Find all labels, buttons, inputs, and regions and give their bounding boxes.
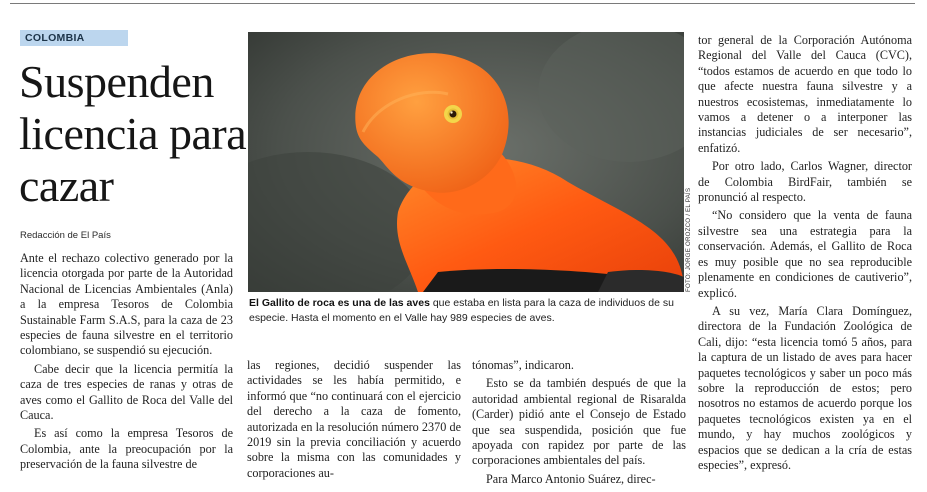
photo-credit: FOTO: JORGE OROZCO / EL PAÍS [685, 187, 692, 292]
paragraph: tónomas”, indicaron. [472, 358, 574, 372]
paragraph: Por otro lado, Carlos Wagner, director de Colombia BirdFair, también se pronunció al respecto. [698, 159, 912, 205]
paragraph: Es así como la empresa Tesoros de Colombia, ante la preocupación por la preservación de la fauna silvestre de [20, 426, 233, 472]
article-column-4 [698, 33, 912, 473]
gallito-de-roca-image [248, 32, 684, 292]
article-column-1 [20, 251, 233, 473]
paragraph: tor general de la Corporación Autónoma Regional del Valle del Cauca (CVC), “todos estamos de acuerdo en que todo lo que afecte nuestra fauna silvestre y a nuestros ecosistemas, inmediatamente lo vamos a detener o a interponer las instancias judiciales de ser necesario”, enfatizó. [698, 33, 912, 155]
paragraph: Esto se da también después de que la autoridad ambiental regional de Risaralda (Carder) pidió ante el Consejo de Estado que sea suspendida, posición que fue apoyada con rapidez por parte de las corporaciones ambientales del país. [472, 376, 686, 468]
article-column-3 [472, 358, 686, 487]
section-tag: COLOMBIA [20, 30, 128, 46]
bird-photo [248, 32, 684, 292]
article-column-2 [247, 358, 461, 481]
paragraph: Cabe decir que la licencia permitía la caza de tres especies de ranas y otras de aves como el Gallito de Roca del Valle del Cauca. [20, 361, 233, 423]
byline: Redacción de El País [20, 230, 111, 241]
caption-text: que estaba en lista para la caza de individuos de su especie. Hasta el momento en el Valle hay 989 especies de aves. [249, 297, 674, 324]
paragraph: A su vez, María Clara Domínguez, directora de la Fundación Zoológica de Cali, dijo: “esta licencia tomó 5 años, para la captura de un listado de aves para hacer paquetes tecnológicos y saber un poco más sobre la reproducción de estos; pero nosotros no estamos de acuerdo porque los paquetes tecnológicos existen ya en el mundo, y hay muchos zoológicos y espacios que se dedican a la cría de estas especies”, expresó. [698, 303, 912, 472]
caption-lead: El Gallito de roca es una de las aves [249, 297, 430, 309]
top-rule [10, 3, 915, 4]
paragraph: Para Marco Antonio Suárez, direc- [486, 471, 656, 486]
paragraph: Ante el rechazo colectivo generado por la licencia otorgada por parte de la Autoridad Nacional de Licencias Ambientales (Anla) a la empresa Tesoros de Colombia Sustainable Farm S.A.S, para la caza de 23 especies de fauna silvestre en el territorio colombiano, se suspendió su ejecución. [20, 251, 233, 358]
photo-caption [249, 296, 687, 325]
headline: Suspenden licencia para cazar [19, 56, 247, 211]
paragraph: “No considero que la venta de fauna silvestre sea una estrategia para la conservación. Además, el Gallito de Roca es muy posible que no sea reproducible plenamente en condiciones de cautiverio”, explicó. [698, 208, 912, 300]
paragraph: las regiones, decidió suspender las actividades se les había permitido, e informó que “no continuará con el ejercicio del derecho a la caza de fomento, autorizada en la resolución número 2370 de 2019 sin la previa conciliación y acuerdo sobre la misma con las comunidades y corporaciones au- [247, 358, 461, 480]
